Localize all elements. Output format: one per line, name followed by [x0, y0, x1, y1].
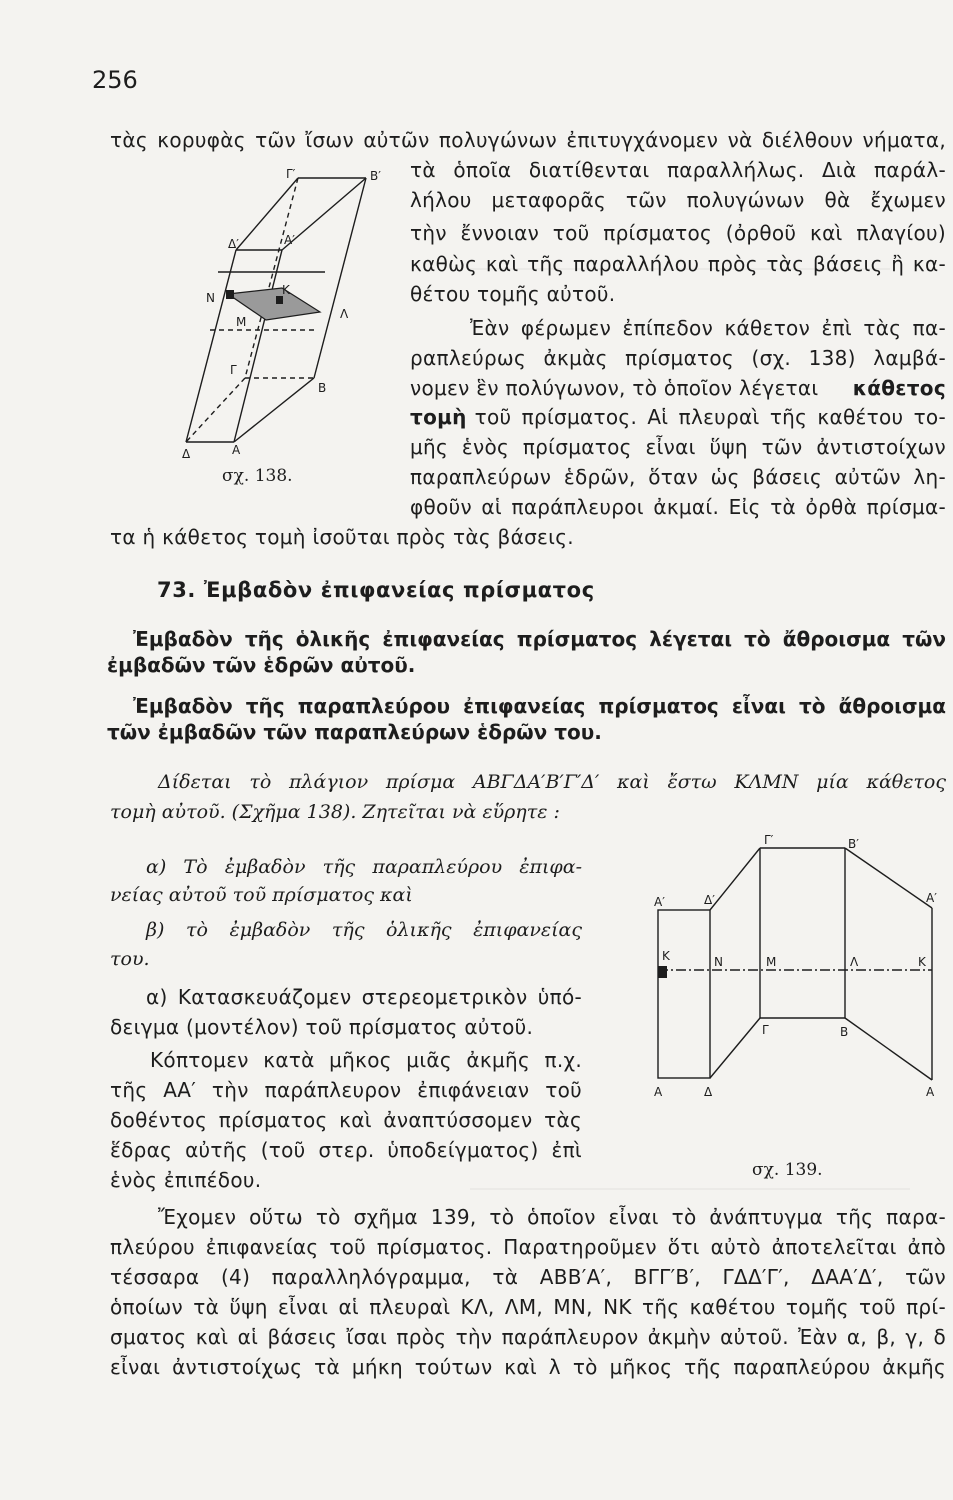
para2-line-1: Ἐὰν φέρωμεν ἐπίπεδον κάθετον ἐπὶ τὰς πα-: [470, 316, 946, 340]
definition-2-line-1: Ἐμβαδὸν τῆς παραπλεύρου ἐπιφανείας πρίσματος εἶναι τὸ ἄθροισμα: [133, 694, 946, 718]
page-number: 256: [92, 66, 138, 94]
label-b: Β: [318, 381, 327, 395]
final-line-3: τέσσαρα (4) παραλληλόγραμμα, τὰ ΑΒΒ′Α′, ΒΓΓ′Β′, ΓΔΔ′Γ′, ΔΑΑ′Δ′, τῶν: [110, 1265, 946, 1289]
solution-line-1: α) Κατασκευάζομεν στερεομετρικὸν ὑπό-: [146, 985, 582, 1009]
term-kathetos: κάθετος: [852, 376, 946, 400]
label-a-left: Α: [654, 1085, 663, 1099]
edge-a1-a: [234, 250, 282, 442]
final-line-4: ὁποίων τὰ ὕψη εἶναι αἱ πλευραὶ ΚΛ, ΛΜ, ΜΝ, ΝΚ τῆς καθέτου τομῆς τοῦ πρί-: [110, 1295, 946, 1319]
para2-line-4: [410, 405, 946, 430]
solution-line-5: δοθέντος πρίσματος καὶ ἀναπτύσσομεν τὰς: [110, 1108, 582, 1132]
label-g: Γ: [762, 1023, 769, 1037]
edge-d1-g1: [710, 848, 760, 910]
solution-line-6: ἕδρας αὐτῆς (τοῦ στερ. ὑποδείγματος) ἐπὶ: [110, 1138, 582, 1162]
label-a1: Α′: [284, 233, 295, 247]
problem-line-2: τομὴ αὐτοῦ. (Σχῆμα 138). Ζητεῖται νὰ εὕρητε :: [110, 801, 560, 823]
label-d1: Δ′: [704, 893, 715, 907]
para2-line-5: μῆς ἑνὸς πρίσματος εἶναι ὕψη τῶν ἀντιστοίχων: [410, 435, 946, 459]
label-d: Δ: [704, 1085, 713, 1099]
right-angle-marker: [226, 290, 234, 299]
para2-line-4-text: τοῦ πρίσματος. Αἱ πλευραὶ τῆς καθέτου το-: [474, 405, 946, 429]
intro-line-2: τὰ ὁποῖα διατίθενται παραλλήλως. Διὰ παράλ-: [410, 158, 946, 182]
solution-line-7: ἑνὸς ἐπιπέδου.: [110, 1168, 262, 1192]
label-n: Ν: [206, 291, 215, 305]
label-l: Λ: [850, 955, 859, 969]
section-heading: 73. Ἐμβαδὸν ἐπιφανείας πρίσματος: [157, 578, 595, 602]
label-d: Δ: [182, 447, 191, 461]
label-g1: Γ′: [764, 833, 774, 847]
para2-line-3-text: νομεν ἓν πολύγωνον, τὸ ὁποῖον λέγεται: [410, 376, 819, 400]
label-m: Μ: [236, 315, 247, 329]
label-b1: Β′: [370, 169, 381, 183]
para2-line-3: [410, 376, 946, 401]
problem-a-line-2: νείας αὐτοῦ τοῦ πρίσματος καὶ: [110, 884, 413, 906]
edge-d1-d: [186, 250, 236, 442]
label-a-right: Α: [926, 1085, 935, 1099]
label-a: Α: [232, 443, 241, 457]
problem-line-1: Δίδεται τὸ πλάγιον πρίσμα ΑΒΓΔΑ′Β′Γ′Δ′ καὶ ἔστω ΚΛΜΝ μία κάθετος: [158, 771, 946, 793]
final-line-5: σματος καὶ αἱ βάσεις ἴσαι πρὸς τὴν παράπλευρον ἀκμὴν αὐτοῦ. Ἐὰν α, β, γ, δ: [110, 1325, 946, 1349]
right-angle-marker: [658, 966, 667, 978]
figure-138-caption: σχ. 138.: [222, 466, 293, 486]
edge-b1-a1: [845, 848, 932, 908]
figure-139: [640, 830, 950, 1120]
label-d1: Δ′: [228, 237, 239, 251]
para2-line-6: παραπλεύρων ἑδρῶν, ὅταν ὡς βάσεις αὐτῶν λη-: [410, 465, 946, 489]
para2-line-2: ραπλεύρως ἀκμὰς πρίσματος (σχ. 138) λαμβά-: [410, 346, 946, 370]
problem-a-line-1: α) Τὸ ἐμβαδὸν τῆς παραπλεύρου ἐπιφα-: [146, 856, 582, 878]
label-m: Μ: [766, 955, 777, 969]
label-a1-left: Α′: [654, 895, 665, 909]
final-line-1: Ἔχομεν οὕτω τὸ σχῆμα 139, τὸ ὁποῖον εἶναι τὸ ἀνάπτυγμα τῆς παρα-: [158, 1205, 946, 1229]
edge-b1-b: [314, 178, 366, 378]
definition-1-line-1: Ἐμβαδὸν τῆς ὁλικῆς ἐπιφανείας πρίσματος λέγεται τὸ ἄθροισμα τῶν: [133, 627, 946, 651]
label-k-right: Κ: [918, 955, 926, 969]
label-k: Κ: [282, 283, 290, 297]
intro-line-1: τὰς κορυφὰς τῶν ἴσων αὐτῶν πολυγώνων ἐπιτυγχάνομεν νὰ διέλθουν νήματα,: [110, 128, 946, 152]
label-l: Λ: [340, 307, 349, 321]
label-b1: Β′: [848, 837, 859, 851]
intro-line-4: τὴν ἔννοιαν τοῦ πρίσματος (ὀρθοῦ καὶ πλαγίου): [410, 221, 946, 245]
bleed-line: [470, 1188, 910, 1190]
figure-138: [170, 160, 390, 470]
para2-line-8: τα ἡ κάθετος τομὴ ἰσοῦται πρὸς τὰς βάσεις.: [110, 525, 574, 549]
edge-b-a: [234, 378, 314, 442]
label-n: Ν: [714, 955, 723, 969]
intro-line-5: καθὼς καὶ τῆς παραλλήλου πρὸς τὰς βάσεις ἢ κα-: [410, 252, 946, 276]
para2-line-7: φθοῦν αἱ παράπλευροι ἀκμαί. Εἰς τὰ ὀρθὰ πρίσμα-: [410, 495, 946, 519]
solution-line-4: τῆς ΑΑ′ τὴν παράπλευρον ἐπιφάνειαν τοῦ: [110, 1078, 582, 1102]
final-line-6: εἶναι ἀντιστοίχως τὰ μήκη τούτων καὶ λ τὸ μῆκος τῆς παραπλεύρου ἀκμῆς: [110, 1355, 946, 1379]
label-a1-right: Α′: [926, 891, 937, 905]
solution-line-2: δειγμα (μοντέλον) τοῦ πρίσματος αὐτοῦ.: [110, 1015, 534, 1039]
figure-139-caption: σχ. 139.: [752, 1160, 823, 1180]
problem-b-line-1: β) τὸ ἐμβαδὸν τῆς ὁλικῆς ἐπιφανείας: [146, 919, 582, 941]
definition-1-line-2: ἐμβαδῶν τῶν ἑδρῶν αὐτοῦ.: [107, 653, 416, 677]
label-k-left: Κ: [662, 949, 670, 963]
intro-line-6: θέτου τομῆς αὐτοῦ.: [410, 282, 616, 306]
term-tomi: τομὴ: [410, 405, 467, 429]
problem-b-line-2: του.: [110, 948, 150, 970]
definition-2-line-2: τῶν ἐμβαδῶν τῶν παραπλεύρων ἑδρῶν του.: [107, 720, 602, 744]
face-a1-d1-a-d: [658, 910, 710, 1078]
edge-d-g: [710, 1018, 760, 1078]
label-b: Β: [840, 1025, 849, 1039]
final-line-2: πλεύρου ἐπιφανείας τοῦ πρίσματος. Παρατηροῦμεν ὅτι αὐτὸ ἀποτελεῖται ἀπὸ: [110, 1235, 946, 1259]
right-angle-marker: [276, 296, 283, 304]
solution-line-3: Κόπτομεν κατὰ μῆκος μιᾶς ἀκμῆς π.χ.: [150, 1048, 582, 1072]
edge-b-a: [845, 1018, 932, 1080]
label-g1: Γ′: [286, 167, 296, 181]
label-g: Γ: [230, 363, 237, 377]
intro-line-3: λήλου μεταφορᾶς τῶν πολυγώνων θὰ ἔχωμεν: [410, 188, 946, 212]
